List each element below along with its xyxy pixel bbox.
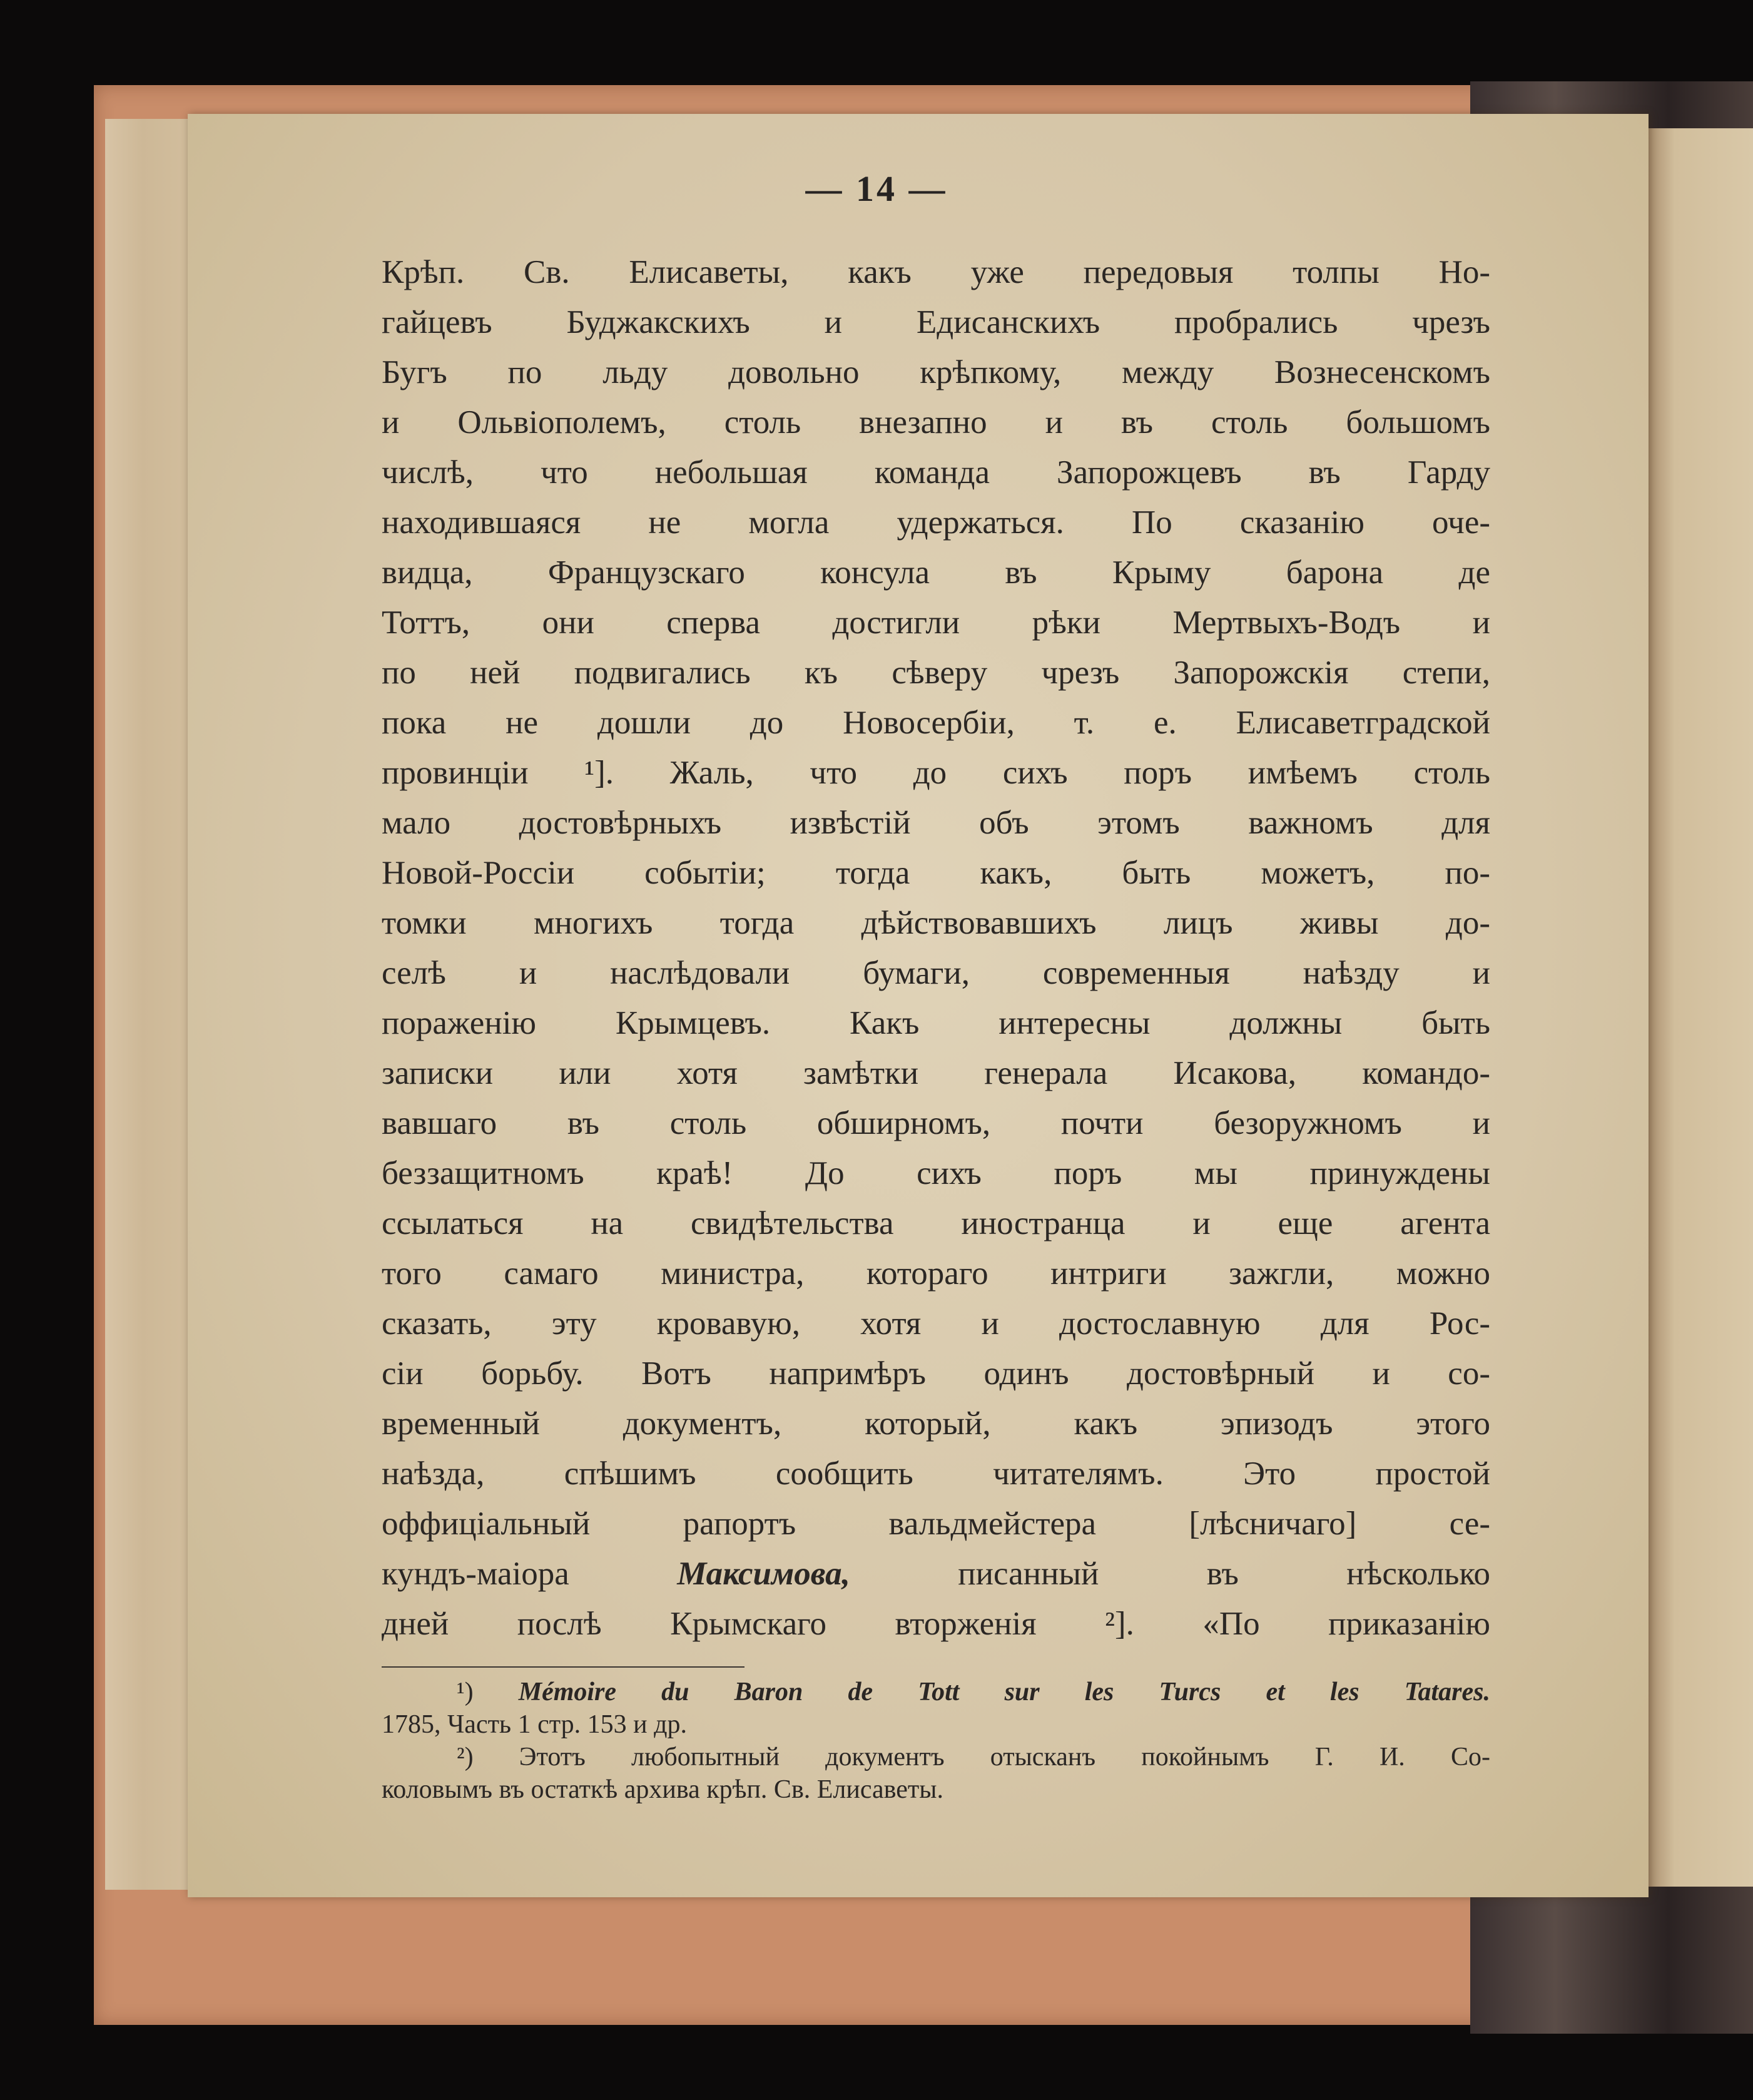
body-text [382,247,1490,1649]
text-line: находившаяся не могла удержаться. По сказанiю оче- [382,504,1490,541]
footnote-rule [382,1666,744,1668]
text-line: пока не дошли до Новосербiи, т. е. Елисаветградской [382,705,1490,741]
text-line: Тоттъ, они сперва достигли рѣки Мертвыхъ-Водъ и [382,604,1490,641]
facing-page-edge [1649,128,1753,1887]
text-line: сказать, эту кровавую, хотя и достославную для Рос- [382,1305,1490,1342]
text-fragment: писанный въ нѣсколько [850,1556,1490,1592]
text-line: селѣ и наслѣдовали бумаги, современныя наѣзду и [382,955,1490,991]
text-line: видца, Французскаго консула въ Крыму барона де [382,554,1490,591]
footnote-1-cont: 1785, Часть 1 стр. 153 и др. [382,1710,687,1739]
text-line: дней послѣ Крымскаго вторженiя ²]. «По приказанiю [382,1606,1490,1642]
text-line: наѣзда, спѣшимъ сообщить читателямъ. Это простой [382,1455,1490,1492]
footnotes [382,1676,1490,1806]
text-line: оффицiальный рапортъ вальдмейстера [лѣсничаго] се- [382,1506,1490,1542]
footnote-source-title: Mémoire du Baron de Tott sur les Turcs et les Tatares. [518,1678,1491,1706]
text-line: томки многихъ тогда дѣйствовавшихъ лицъ живы до- [382,905,1490,941]
page-stack-edge [105,119,199,1890]
text-line: сiи борьбу. Вотъ напримѣръ одинъ достовѣрный и со- [382,1355,1490,1392]
footnote-marker: ¹) [457,1678,474,1706]
text-line: того самаго министра, котораго интриги зажгли, можно [382,1255,1490,1292]
text-line: пораженiю Крымцевъ. Какъ интересны должны быть [382,1005,1490,1041]
text-line: записки или хотя замѣтки генерала Исакова, командо- [382,1055,1490,1091]
text-line: временный документъ, который, какъ эпизодъ этого [382,1405,1490,1442]
text-line: гайцевъ Буджакскихъ и Едисанскихъ пробрались чрезъ [382,304,1490,340]
text-line: беззащитномъ краѣ! До сихъ поръ мы принуждены [382,1155,1490,1191]
text-line: числѣ, что небольшая команда Запорожцевъ въ Гарду [382,454,1490,491]
page-number: — 14 — [805,168,948,209]
text-line: провинцiи ¹]. Жаль, что до сихъ поръ имѣемъ столь [382,755,1490,791]
text-fragment: кундъ-маiора [382,1556,678,1592]
text-line: Бугъ по льду довольно крѣпкому, между Вознесенскомъ [382,354,1490,390]
name-maksimov: Максимова, [677,1556,850,1592]
text-line: Крѣп. Св. Елисаветы, какъ уже передовыя толпы Но- [382,254,1490,290]
text-line: мало достовѣрныхъ извѣстiй объ этомъ важномъ для [382,805,1490,841]
footnote-2-cont: коловымъ въ остаткѣ архива крѣп. Св. Елисаветы. [382,1775,943,1804]
text-line: Новой-Россiи событiи; тогда какъ, быть можетъ, по- [382,855,1490,891]
text-line: по ней подвигались къ сѣверу чрезъ Запорожскiя степи, [382,655,1490,691]
footnote-1 [382,1676,1490,1708]
text-line [382,1549,1490,1599]
text-line: и Ольвiополемъ, столь внезапно и въ столь большомъ [382,404,1490,441]
text-line: ссылаться на свидѣтельства иностранца и еще агента [382,1205,1490,1241]
text-line: вавшаго въ столь обширномъ, почти безоружномъ и [382,1105,1490,1141]
footnote-2: ²) Этотъ любопытный документъ отысканъ покойнымъ Г. И. Со- [457,1743,1490,1771]
